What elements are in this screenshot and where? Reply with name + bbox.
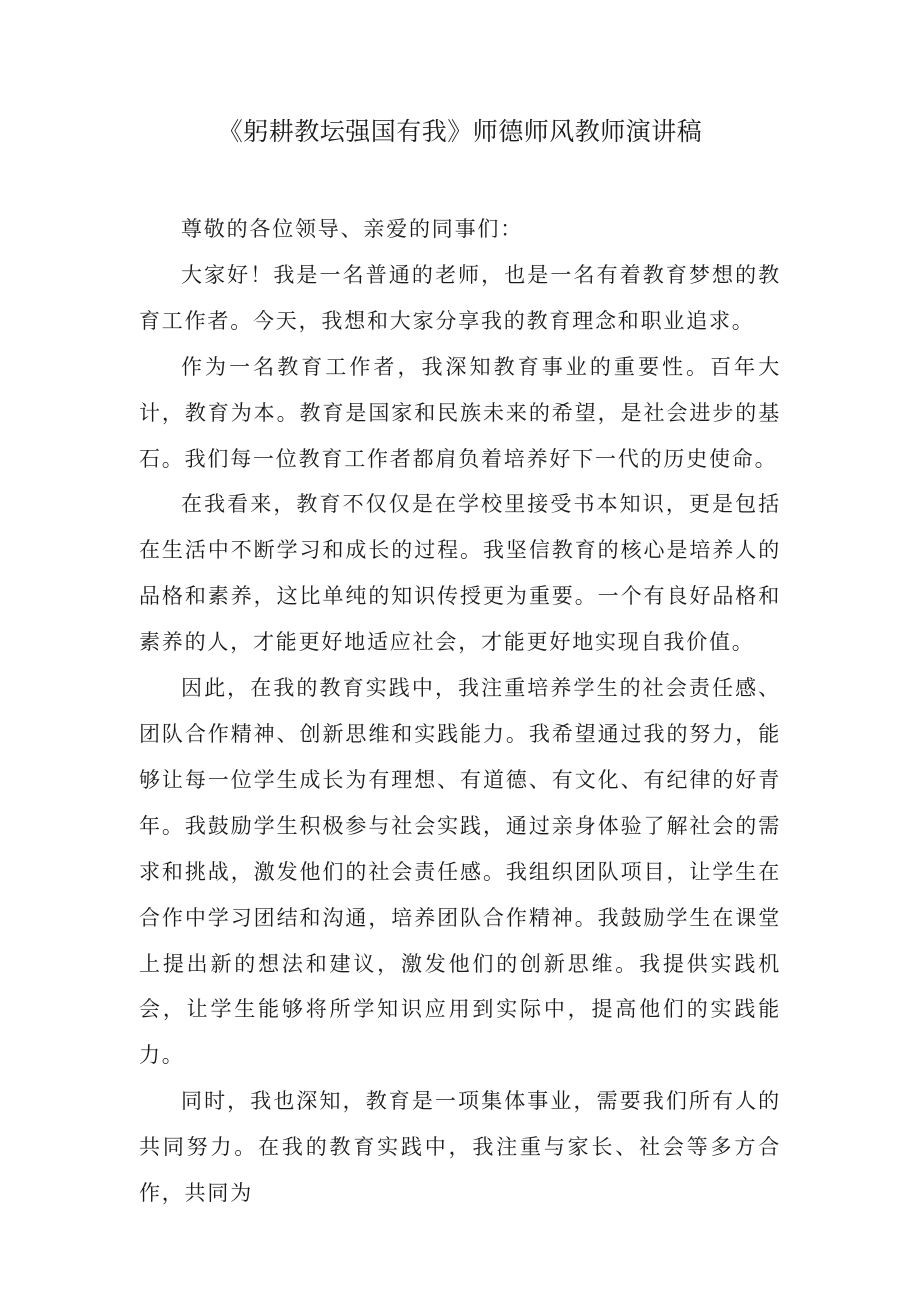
document-body xyxy=(139,207,781,1217)
body-paragraph: 大家好！我是一名普通的老师，也是一名有着教育梦想的教育工作者。今天，我想和大家分享我的教育理念和职业追求。 xyxy=(139,262,781,333)
body-paragraph: 作为一名教育工作者，我深知教育事业的重要性。百年大计，教育为本。教育是国家和民族未来的希望，是社会进步的基石。我们每一位教育工作者都肩负着培养好下一代的历史使命。 xyxy=(139,354,781,471)
body-paragraph: 同时，我也深知，教育是一项集体事业，需要我们所有人的共同努力。在我的教育实践中，我注重与家长、社会等多方合作，共同为 xyxy=(139,1089,781,1206)
document-title: 《躬耕教坛强国有我》师德师风教师演讲稿 xyxy=(217,117,703,146)
salutation-paragraph: 尊敬的各位领导、亲爱的同事们： xyxy=(181,217,523,241)
body-paragraph: 在我看来，教育不仅仅是在学校里接受书本知识，更是包括在生活中不断学习和成长的过程。我坚信教育的核心是培养人的品格和素养，这比单纯的知识传授更为重要。一个有良好品格和素养的人，才能更好地适应社会，才能更好地实现自我价值。 xyxy=(139,492,781,655)
body-paragraph: 因此，在我的教育实践中，我注重培养学生的社会责任感、团队合作精神、创新思维和实践能力。我希望通过我的努力，能够让每一位学生成长为有理想、有道德、有文化、有纪律的好青年。我鼓励学生积极参与社会实践，通过亲身体验了解社会的需求和挑战，激发他们的社会责任感。我组织团队项目，让学生在合作中学习团结和沟通，培养团队合作精神。我鼓励学生在课堂上提出新的想法和建议，激发他们的创新思维。我提供实践机会，让学生能够将所学知识应用到实际中，提高他们的实践能力。 xyxy=(139,676,781,1068)
